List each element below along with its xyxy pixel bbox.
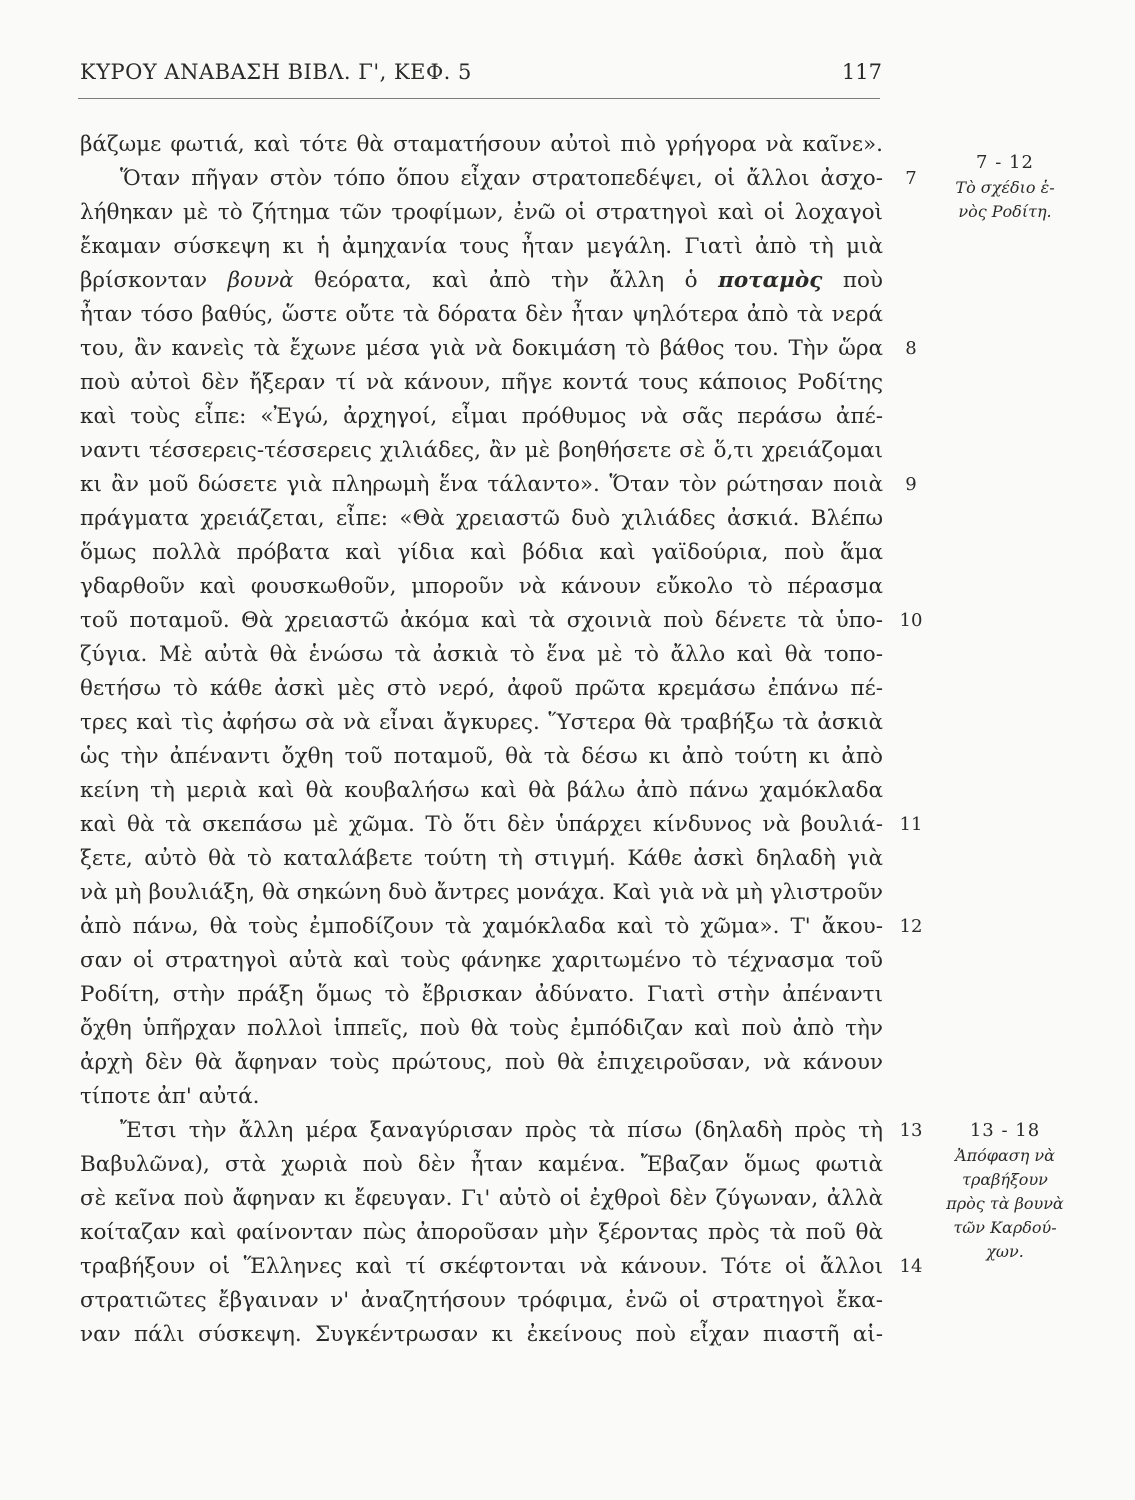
text-line: κοίταζαν καὶ φαίνονταν πὼς ἀποροῦσαν μὴν ξέροντας πρὸς τὰ ποῦ θὰ (80, 1220, 883, 1245)
margin-note-line: τῶν Καρδού- (953, 1218, 1057, 1237)
margin-note-line: νὸς Ροδίτη. (958, 202, 1052, 221)
text-line: ἀρχὴ δὲν θὰ ἄφηναν τοὺς πρώτους, ποὺ θὰ ἐπιχειροῦσαν, νὰ κάνουν (80, 1050, 883, 1075)
header-divider (78, 98, 880, 99)
margin-note-range: 7 - 12 (976, 152, 1034, 173)
text-line: γδαρθοῦν καὶ φουσκωθοῦν, μποροῦν νὰ κάνουν εὔκολο τὸ πέρασμα (80, 574, 883, 599)
margin-note-line: Ἀπόφαση νὰ (955, 1146, 1055, 1165)
section-number: 13 (899, 1120, 923, 1141)
running-header-title: ΚΥΡΟΥ ΑΝΑΒΑΣΗ ΒΙΒΛ. Γ', ΚΕΦ. 5 (80, 60, 472, 84)
margin-note-line: Τὸ σχέδιο ἑ- (955, 178, 1055, 197)
text-line: τραβήξουν οἱ Ἕλληνες καὶ τί σκέφτονται νὰ κάνουν. Τότε οἱ ἄλλοι (80, 1254, 883, 1279)
margin-note (930, 1118, 1080, 1264)
text-line: κι ἂν μοῦ δώσετε γιὰ πληρωμὴ ἕνα τάλαντο». Ὅταν τὸν ρώτησαν ποιὰ (80, 472, 883, 497)
text-line: ὡς τὴν ἀπέναντι ὄχθη τοῦ ποταμοῦ, θὰ τὰ δέσω κι ἀπὸ τούτη κι ἀπὸ (80, 744, 883, 769)
text-line: ἀπὸ πάνω, θὰ τοὺς ἐμποδίζουν τὰ χαμόκλαδα καὶ τὸ χῶμα». Τ' ἄκου- (80, 914, 883, 939)
margin-note-line: χων. (986, 1242, 1024, 1261)
text-segment: βρίσκονταν (80, 268, 228, 293)
text-line: λήθηκαν μὲ τὸ ζήτημα τῶν τροφίμων, ἐνῶ οἱ στρατηγοὶ καὶ οἱ λοχαγοὶ (80, 200, 883, 225)
text-line (80, 264, 883, 298)
text-line: ἦταν τόσο βαθύς, ὥστε οὔτε τὰ δόρατα δὲν ἦταν ψηλότερα ἀπὸ τὰ νερά (80, 302, 883, 327)
text-line: καὶ τοὺς εἶπε: «Ἐγώ, ἀρχηγοί, εἶμαι πρόθυμος νὰ σᾶς περάσω ἀπέ- (80, 404, 883, 429)
text-line: ὅμως πολλὰ πρόβατα καὶ γίδια καὶ βόδια καὶ γαϊδούρια, ποὺ ἅμα (80, 540, 883, 565)
section-number: 10 (899, 610, 923, 631)
text-line: ποὺ αὐτοὶ δὲν ἤξεραν τί νὰ κάνουν, πῆγε κοντά τους κάποιος Ροδίτης (80, 370, 883, 395)
margin-note-line: πρὸς τὰ βουνὰ (946, 1194, 1064, 1213)
text-segment: ποὺ (822, 268, 883, 293)
section-number: 11 (899, 814, 923, 835)
text-line: Ροδίτη, στὴν πράξη ὅμως τὸ ἔβρισκαν ἀδύνατο. Γιατὶ στὴν ἀπέναντι (80, 982, 883, 1007)
text-segment: θεόρατα, καὶ ἀπὸ τὴν ἄλλη ὁ (293, 268, 719, 293)
text-line: ναν πάλι σύσκεψη. Συγκέντρωσαν κι ἐκείνους ποὺ εἶχαν πιαστῆ αἱ- (80, 1322, 883, 1347)
section-number: 7 (905, 168, 917, 189)
text-line: ναντι τέσσερεις-τέσσερεις χιλιάδες, ἂν μὲ βοηθήσετε σὲ ὅ,τι χρειάζομαι (80, 438, 883, 463)
text-line: σαν οἱ στρατηγοὶ αὐτὰ καὶ τοὺς φάνηκε χαριτωμένο τὸ τέχνασμα τοῦ (80, 948, 883, 973)
text-line: θετήσω τὸ κάθε ἀσκὶ μὲς στὸ νερό, ἀφοῦ πρῶτα κρεμάσω ἐπάνω πέ- (80, 676, 883, 701)
text-line: Ἔτσι τὴν ἄλλη μέρα ξαναγύρισαν πρὸς τὰ πίσω (δηλαδὴ πρὸς τὴ (120, 1118, 883, 1143)
text-line: βάζωμε φωτιά, καὶ τότε θὰ σταματήσουν αὐτοὶ πιὸ γρήγορα νὰ καῖνε». (80, 132, 883, 157)
margin-note-range: 13 - 18 (969, 1120, 1041, 1141)
text-line: πράγματα χρειάζεται, εἶπε: «Θὰ χρειαστῶ δυὸ χιλιάδες ἀσκιά. Βλέπω (80, 506, 883, 531)
text-line: ὄχθη ὑπῆρχαν πολλοὶ ἱππεῖς, ποὺ θὰ τοὺς ἐμπόδιζαν καὶ ποὺ ἀπὸ τὴν (80, 1016, 883, 1041)
section-number: 8 (905, 338, 917, 359)
text-line: ἔκαμαν σύσκεψη κι ἡ ἀμηχανία τους ἦταν μεγάλη. Γιατὶ ἀπὸ τὴ μιὰ (80, 234, 883, 259)
text-line: σὲ κεῖνα ποὺ ἄφηναν κι ἔφευγαν. Γι' αὐτὸ οἱ ἐχθροὶ δὲν ζύγωναν, ἀλλὰ (80, 1186, 883, 1211)
emphasis-mountains: βουνὰ (227, 268, 294, 293)
section-number: 14 (899, 1256, 923, 1277)
emphasis-river: ποταμὸς (718, 268, 823, 293)
margin-note (930, 150, 1080, 224)
section-number: 9 (905, 474, 917, 495)
text-line: τοῦ ποταμοῦ. Θὰ χρειαστῶ ἀκόμα καὶ τὰ σχοινιὰ ποὺ δένετε τὰ ὑπο- (80, 608, 883, 633)
text-line: τρες καὶ τὶς ἀφήσω σὰ νὰ εἶναι ἄγκυρες. Ὕστερα θὰ τραβήξω τὰ ἀσκιὰ (80, 710, 883, 735)
text-line: Ὅταν πῆγαν στὸν τόπο ὅπου εἶχαν στρατοπεδέψει, οἱ ἄλλοι ἀσχο- (120, 166, 883, 191)
text-line: του, ἂν κανεὶς τὰ ἔχωνε μέσα γιὰ νὰ δοκιμάση τὸ βάθος του. Τὴν ὥρα (80, 336, 883, 361)
text-line: τίποτε ἀπ' αὐτά. (80, 1084, 260, 1109)
text-line: ξετε, αὐτὸ θὰ τὸ καταλάβετε τούτη τὴ στιγμή. Κάθε ἀσκὶ δηλαδὴ γιὰ (80, 846, 883, 871)
text-line: ζύγια. Μὲ αὐτὰ θὰ ἑνώσω τὰ ἀσκιὰ τὸ ἕνα μὲ τὸ ἄλλο καὶ θὰ τοπο- (80, 642, 883, 667)
text-line: Βαβυλῶνα), στὰ χωριὰ ποὺ δὲν ἦταν καμένα. Ἔβαζαν ὅμως φωτιὰ (80, 1152, 883, 1177)
text-line: καὶ θὰ τὰ σκεπάσω μὲ χῶμα. Τὸ ὅτι δὲν ὑπάρχει κίνδυνος νὰ βουλιά- (80, 812, 883, 837)
text-line: κείνη τὴ μεριὰ καὶ θὰ κουβαλήσω καὶ θὰ βάλω ἀπὸ πάνω χαμόκλαδα (80, 778, 883, 803)
text-line: νὰ μὴ βουλιάξη, θὰ σηκώνη δυὸ ἄντρες μονάχα. Καὶ γιὰ νὰ μὴ γλιστροῦν (80, 880, 883, 905)
page-number: 117 (841, 60, 882, 84)
margin-note-line: τραβήξουν (962, 1170, 1048, 1189)
text-line: στρατιῶτες ἔβγαιναν ν' ἀναζητήσουν τρόφιμα, ἐνῶ οἱ στρατηγοὶ ἔκα- (80, 1288, 883, 1313)
section-number: 12 (899, 916, 923, 937)
